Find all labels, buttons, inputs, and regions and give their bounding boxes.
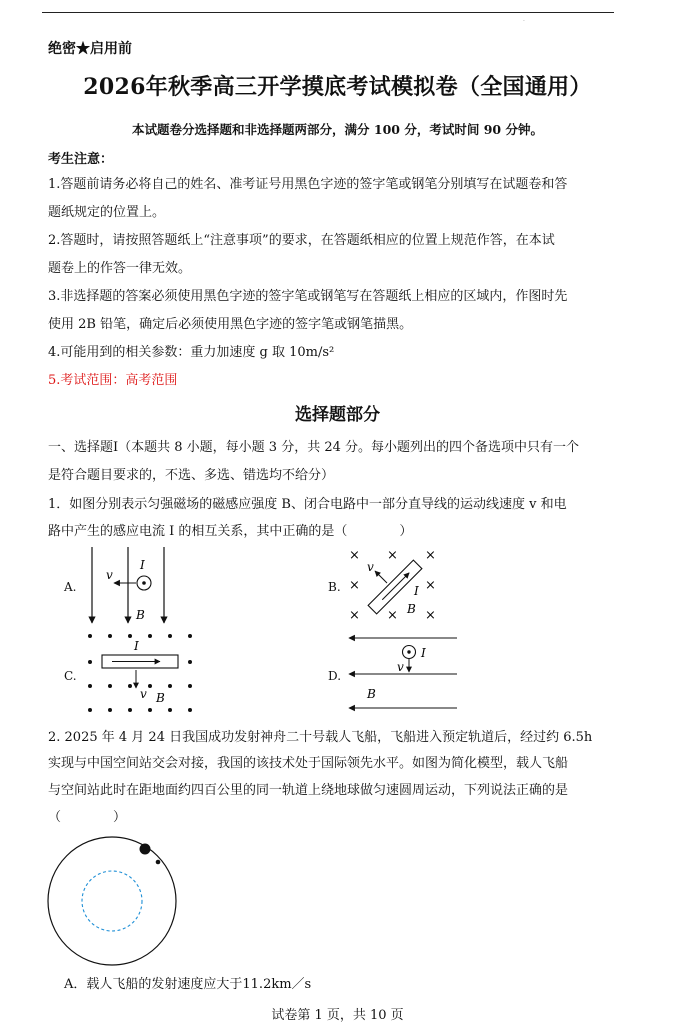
field-label: B [367, 687, 376, 701]
question-2-text: 实现与中国空间站交会对接，我国的该技术处于国际领先水平。如图为简化模型，载人飞船 [48, 756, 569, 771]
field-cross: × [425, 578, 436, 593]
field-label: B [156, 691, 165, 705]
exam-info: 本试题卷分选择题和非选择题两部分，满分 100 分，考试时间 90 分钟。 [132, 122, 543, 137]
diagram-a [80, 545, 190, 627]
part1-instruction: 是符合题目要求的，不选、多选、错选均不给分） [48, 468, 335, 483]
notice-line: 3.非选择题的答案必须使用黑色字迹的签字笔或钢笔写在答题纸上相应的区域内，作图时先 [48, 289, 568, 304]
part1-instruction: 一、选择题Ⅰ（本题共 8 小题，每小题 3 分，共 24 分。每小题列出的四个备选项中只有一个 [48, 440, 580, 455]
velocity-label: v [397, 660, 404, 674]
velocity-label: v [140, 687, 147, 701]
question-1-text: 1．如图分别表示匀强磁场的磁感应强度 B、闭合电路中一部分直导线的运动线速度 v 和电 [48, 497, 567, 512]
exam-scope: 5.考试范围：高考范围 [48, 373, 178, 388]
field-label: B [407, 602, 416, 616]
question-1-text: 路中产生的感应电流 I 的相互关系，其中正确的是（ ） [48, 524, 413, 539]
space-station-dot [140, 844, 151, 855]
diagram-c [82, 628, 202, 720]
current-label: I [421, 646, 426, 660]
field-label: B [136, 608, 145, 622]
diagram-b [345, 543, 445, 629]
notice-heading: 考生注意： [48, 152, 114, 167]
field-cross: × [387, 548, 398, 563]
notice-line: 2.答题时，请按照答题纸上“注意事项”的要求，在答题纸相应的位置上规范作答，在本试 [48, 233, 555, 248]
field-cross: × [349, 608, 360, 623]
field-cross: × [349, 578, 360, 593]
notice-line: 4.可能用到的相关参数：重力加速度 g 取 10m/s² [48, 345, 335, 360]
page-footer: 试卷第 1 页，共 10 页 [271, 1008, 404, 1023]
current-label: I [414, 584, 419, 598]
question-2-option-a: A．载人飞船的发射速度应大于11.2km／s [64, 977, 312, 992]
current-label: I [140, 558, 145, 572]
field-cross: × [349, 548, 360, 563]
notice-line: 使用 2B 铅笔，确定后必须使用黑色字迹的签字笔或钢笔描黑。 [48, 317, 413, 332]
option-b-label: B. [328, 580, 341, 594]
notice-line: 题纸规定的位置上。 [48, 205, 166, 220]
scan-mark: · [523, 18, 525, 25]
section-title: 选择题部分 [295, 405, 380, 425]
option-d-label: D. [328, 669, 342, 683]
field-cross: × [425, 548, 436, 563]
secret-label: 绝密★启用前 [48, 41, 132, 57]
option-a-label: A. [64, 580, 77, 594]
top-rule [42, 12, 614, 13]
option-c-label: C. [64, 669, 77, 683]
field-cross: × [425, 608, 436, 623]
spacecraft-dot [156, 860, 161, 865]
exam-title: 2026年秋季高三开学摸底考试模拟卷（全国通用） [83, 74, 592, 100]
velocity-label: v [367, 560, 374, 574]
current-label: I [134, 639, 139, 653]
velocity-label: v [106, 568, 113, 582]
notice-line: 1.答题前请务必将自己的姓名、准考证号用黑色字迹的签字笔或钢笔分别填写在试题卷和答 [48, 177, 568, 192]
question-2-text: 与空间站此时在距地面约四百公里的同一轨道上绕地球做匀速圆周运动，下列说法正确的是 [48, 783, 569, 798]
field-cross: × [387, 608, 398, 623]
orbit-diagram [42, 834, 182, 968]
diagram-d [345, 628, 465, 720]
notice-line: 题卷上的作答一律无效。 [48, 261, 192, 276]
question-2-text: 2. 2025 年 4 月 24 日我国成功发射神舟二十号载人飞船，飞船进入预定轨道后，经过约 6.5h [48, 730, 593, 745]
question-2-text: （ ） [48, 810, 127, 825]
